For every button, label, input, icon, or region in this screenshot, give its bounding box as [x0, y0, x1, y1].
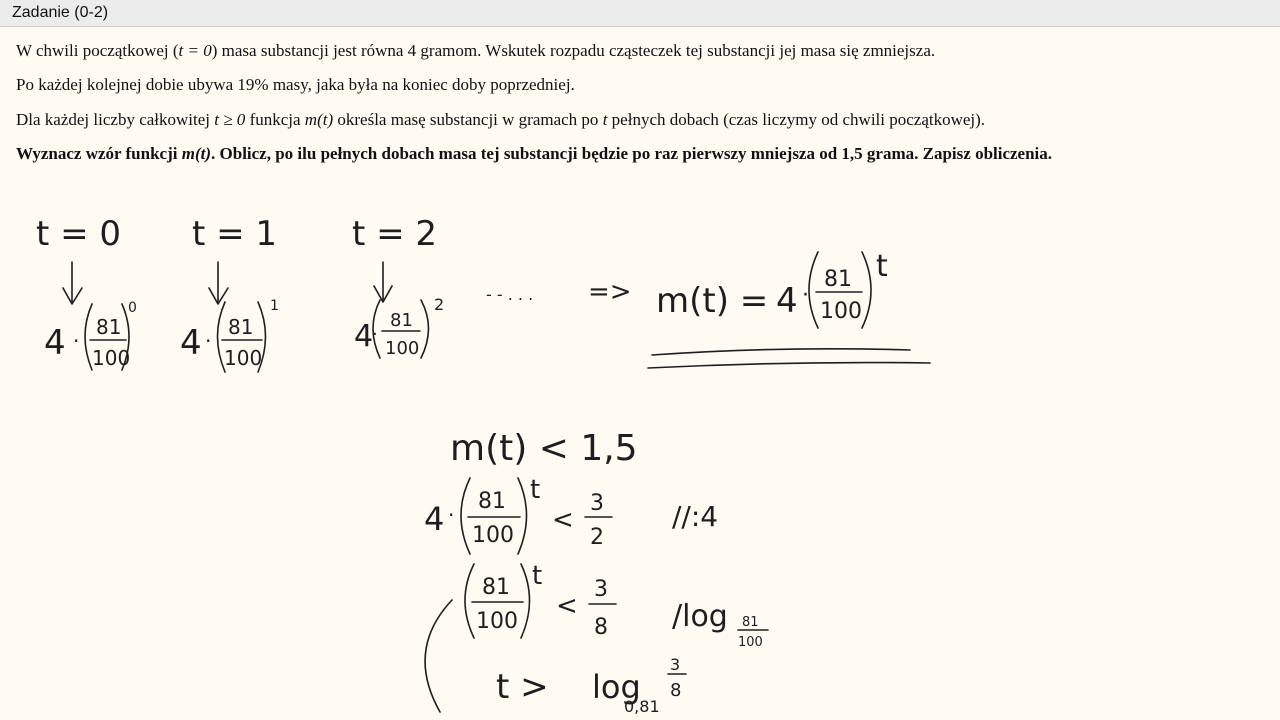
- numerator: 81: [228, 315, 254, 339]
- denominator: 8: [670, 680, 682, 701]
- dot: ·: [372, 324, 378, 345]
- label-t2: t = 2: [352, 214, 438, 254]
- numerator: 3: [670, 655, 681, 674]
- coef-4: 4: [354, 319, 374, 354]
- exponent: 1: [270, 298, 279, 314]
- coef-4: 4: [776, 281, 798, 321]
- numerator: 81: [390, 310, 413, 331]
- numerator: 81: [482, 575, 510, 600]
- numerator: 81: [478, 489, 506, 514]
- coef-4: 4: [180, 323, 202, 363]
- text: Wyznacz wzór funkcji: [16, 144, 182, 163]
- math: t: [602, 110, 608, 129]
- underline: [648, 363, 930, 368]
- underline: [652, 349, 910, 355]
- dot: ·: [205, 329, 212, 353]
- right-paren: [518, 478, 527, 554]
- arrow-down-icon: [63, 262, 82, 304]
- result-lhs: t >: [496, 667, 549, 707]
- text: określa masę substancji w gramach po: [333, 110, 603, 129]
- formula-lhs: m(t) =: [656, 281, 769, 321]
- log-base-denominator: 100: [738, 635, 763, 650]
- window-title: Zadanie (0-2): [12, 4, 109, 21]
- log-base: 0,81: [624, 697, 660, 716]
- inequality-1: m(t) < 1,5: [450, 428, 638, 469]
- denominator: 100: [224, 346, 263, 370]
- numerator: 81: [824, 267, 852, 292]
- implies-arrow: =>: [588, 277, 632, 307]
- exponent: 2: [434, 295, 445, 314]
- exponent: t: [876, 249, 888, 284]
- denominator: 100: [472, 523, 514, 548]
- coef-4: 4: [424, 500, 445, 538]
- right-paren: [521, 564, 530, 638]
- math: t = 0: [178, 41, 212, 60]
- text: W chwili początkowej (: [16, 41, 179, 60]
- exponent: 0: [128, 300, 137, 316]
- coef-4: 4: [44, 323, 66, 363]
- dot: ·: [448, 503, 455, 527]
- denominator: 8: [594, 615, 608, 640]
- less-than: <: [556, 591, 578, 621]
- denominator: 100: [820, 299, 862, 324]
- math: t ≥ 0: [214, 110, 246, 129]
- brace-arc: [425, 600, 452, 712]
- math: m(t): [304, 110, 334, 129]
- ellipsis: - - . . .: [486, 285, 534, 304]
- denominator: 2: [590, 525, 604, 550]
- exponent: t: [530, 475, 541, 505]
- left-paren: [465, 564, 474, 638]
- left-paren: [461, 478, 470, 554]
- label-t1: t = 1: [192, 214, 278, 254]
- problem-line-2: Po każdej kolejnej dobie ubywa 19% masy, jaka była na koniec doby poprzedniej.: [16, 75, 575, 94]
- log-note: /log: [672, 599, 728, 634]
- label-t0: t = 0: [36, 214, 122, 254]
- log-base-numerator: 81: [742, 615, 759, 630]
- left-paren: [85, 304, 92, 370]
- denominator: 100: [92, 346, 131, 370]
- denominator: 100: [385, 338, 420, 359]
- numerator: 81: [96, 315, 122, 339]
- less-than: <: [552, 505, 574, 535]
- exponent: t: [532, 561, 543, 591]
- denominator: 100: [476, 609, 518, 634]
- right-paren: [421, 300, 429, 358]
- dot: ·: [73, 329, 80, 353]
- text: ) masa substancji jest równa 4 gramom. Wskutek rozpadu cząsteczek tej substancji jej masa się zmniejsza.: [211, 41, 936, 60]
- numerator: 3: [594, 577, 608, 602]
- log-word: log: [592, 668, 641, 706]
- dot: ·: [802, 283, 809, 308]
- divide-note: //:4: [672, 500, 719, 533]
- right-paren: [862, 252, 871, 328]
- arrow-down-icon: [374, 262, 392, 302]
- left-paren: [809, 252, 818, 328]
- arrow-down-icon: [209, 262, 228, 304]
- text: Dla każdej liczby całkowitej: [16, 110, 215, 129]
- math: m(t): [181, 144, 212, 163]
- text: pełnych dobach (czas liczymy od chwili początkowej).: [607, 110, 986, 129]
- text: funkcja: [245, 110, 305, 129]
- text: . Oblicz, po ilu pełnych dobach masa tej substancji będzie po raz pierwszy mniejsza od 1,5 grama. Zapisz obliczenia.: [211, 144, 1053, 163]
- numerator: 3: [590, 491, 604, 516]
